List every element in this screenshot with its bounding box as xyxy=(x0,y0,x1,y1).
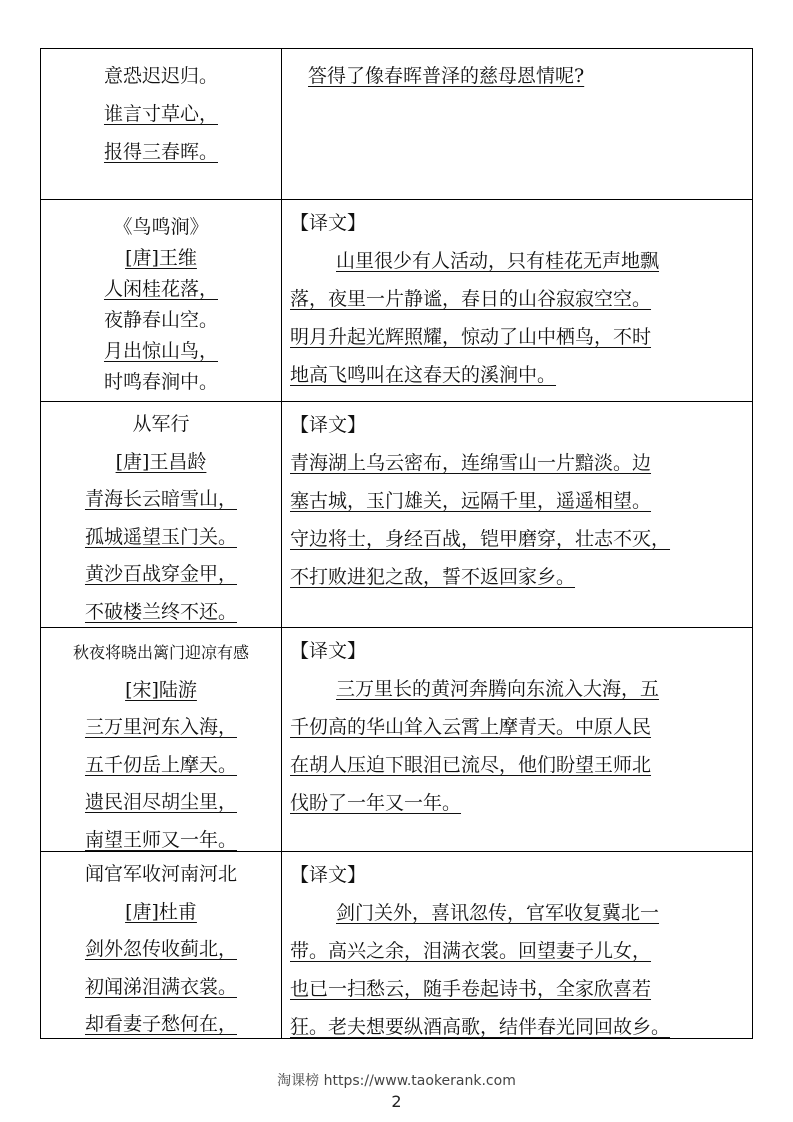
table-row xyxy=(40,628,753,852)
translation-line: 塞古城，玉门雄关，远隔千里，遥遥相望。 xyxy=(290,490,652,512)
poem-author: [宋]陆游 xyxy=(125,678,197,701)
poem-author: [唐]王昌龄 xyxy=(115,450,207,473)
translation-line: 不打败进犯之敌，誓不返回家乡。 xyxy=(290,566,576,588)
translation-line: 剑门关外，喜讯忽传，官军收复冀北一 xyxy=(336,902,660,924)
translation-cell xyxy=(282,852,752,1038)
translation-line: 青海湖上乌云密布，连绵雪山一片黯淡。边 xyxy=(290,452,652,474)
translation-label: 【译文】 xyxy=(290,864,367,886)
poem-line: 意恐迟迟归。 xyxy=(103,65,218,87)
poem-line: 三万里河东入海， xyxy=(84,716,237,738)
translation-line: 在胡人压迫下眼泪已流尽，他们盼望王师北 xyxy=(290,754,652,776)
poem-line: 初闻涕泪满衣裳。 xyxy=(84,975,237,998)
poem-cell xyxy=(41,200,282,401)
poem-line: 不破楼兰终不还。 xyxy=(84,600,237,623)
poem-line: 五千仞岳上摩天。 xyxy=(84,753,237,776)
poem-line: 夜静春山空。 xyxy=(103,309,218,331)
poem-line: 谁言寸草心， xyxy=(103,103,218,125)
translation-label: 【译文】 xyxy=(290,212,367,234)
translation-line: 千仞高的华山耸入云霄上摩青天。中原人民 xyxy=(290,716,652,738)
translation-cell xyxy=(282,200,752,401)
poem-cell xyxy=(41,628,282,851)
translation-line: 守边将士，身经百战，铠甲磨穿，壮志不灭， xyxy=(290,528,671,550)
poem-line: 青海长云暗雪山， xyxy=(84,488,237,510)
poem-cell xyxy=(41,49,282,199)
translation-line: 带。高兴之余，泪满衣裳。回望妻子儿女， xyxy=(290,940,652,962)
poem-table xyxy=(40,48,753,1039)
page-number: 2 xyxy=(391,1092,402,1111)
translation-line: 也已一扫愁云，随手卷起诗书，全家欣喜若 xyxy=(290,978,652,1000)
poem-cell xyxy=(41,852,282,1038)
translation-label: 【译文】 xyxy=(290,414,367,436)
poem-title: 闻官军收河南河北 xyxy=(84,863,237,885)
poem-title: 《鸟鸣涧》 xyxy=(113,216,209,238)
poem-line: 遗民泪尽胡尘里， xyxy=(84,791,237,813)
translation-line: 明月升起光辉照耀，惊动了山中栖鸟，不时 xyxy=(290,326,652,348)
translation-cell xyxy=(282,49,752,199)
poem-line: 孤城遥望玉门关。 xyxy=(84,525,237,548)
footer-site: 淘课榜 https://www.taokerank.com xyxy=(277,1073,516,1089)
poem-line: 黄沙百战穿金甲， xyxy=(84,563,237,585)
translation-label: 【译文】 xyxy=(290,640,367,662)
poem-line: 人闲桂花落， xyxy=(103,278,218,300)
translation-line: 地高飞鸣叫在这春天的溪涧中。 xyxy=(290,364,557,386)
translation-line: 三万里长的黄河奔腾向东流入大海，五 xyxy=(336,678,660,700)
poem-cell xyxy=(41,402,282,627)
table-row xyxy=(40,200,753,402)
table-row xyxy=(40,402,753,628)
translation-line: 山里很少有人活动，只有桂花无声地飘 xyxy=(336,250,660,272)
poem-line: 剑外忽传收蓟北， xyxy=(84,938,237,960)
poem-title: 从军行 xyxy=(132,413,190,435)
poem-line: 报得三春晖。 xyxy=(103,141,218,163)
translation-line: 落，夜里一片静谧，春日的山谷寂寂空空。 xyxy=(290,288,652,310)
translation-line: 答得了像春晖普泽的慈母恩情呢? xyxy=(308,65,585,87)
translation-cell xyxy=(282,402,752,627)
translation-line: 狂。老夫想要纵酒高歌，结伴春光同回故乡。 xyxy=(290,1016,671,1038)
poem-author: [唐]王维 xyxy=(125,247,197,269)
table-row xyxy=(40,49,753,200)
translation-cell xyxy=(282,628,752,851)
poem-author: [唐]杜甫 xyxy=(125,900,197,923)
table-row xyxy=(40,852,753,1039)
poem-line: 月出惊山鸟， xyxy=(103,340,218,362)
translation-line: 伐盼了一年又一年。 xyxy=(290,792,462,814)
poem-line: 却看妻子愁何在， xyxy=(84,1013,237,1035)
poem-title: 秋夜将晓出篱门迎凉有感 xyxy=(72,643,249,662)
poem-line: 时鸣春涧中。 xyxy=(103,371,218,393)
poem-line: 南望王师又一年。 xyxy=(84,828,237,851)
